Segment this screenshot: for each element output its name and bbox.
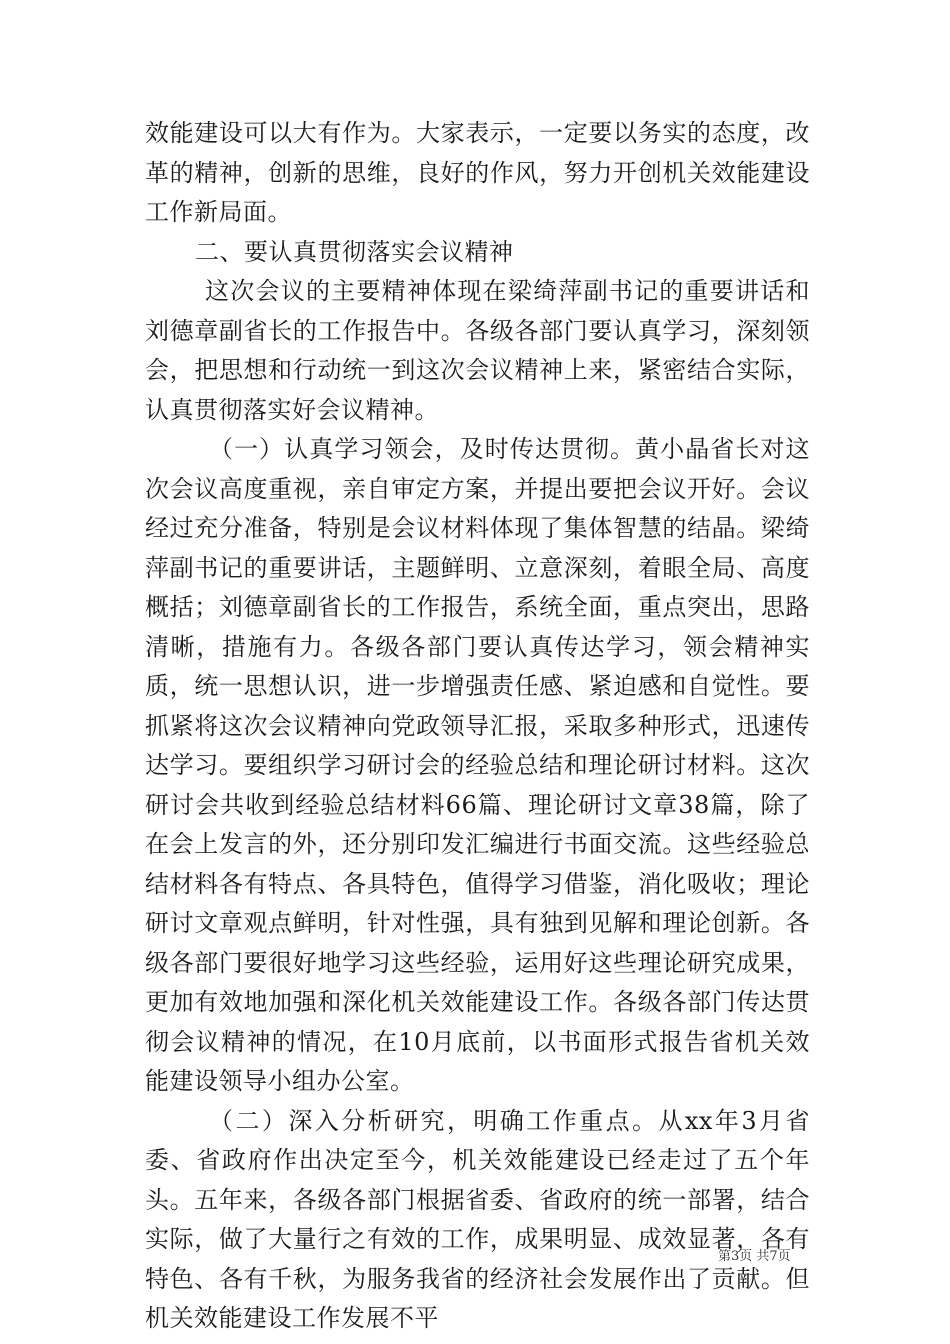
paragraph-continuation: 效能建设可以大有作为。大家表示，一定要以务实的态度，改革的精神，创新的思维，良好的作风，努力开创机关效能建设工作新局面。 (145, 119, 810, 226)
section-heading: 二、要认真贯彻落实会议精神 (195, 237, 514, 266)
page-number-footer: 第3页 共7页 (718, 1249, 791, 1264)
paragraph-item-1: （一）认真学习领会，及时传达贯彻。黄小晶省长对这次会议高度重视，亲自审定方案，并提出要把会议开好。会议经过充分准备，特别是会议材料体现了集体智慧的结晶。梁绮萍副书记的重要讲话，主题鲜明、立意深刻，着眼全局、高度概括；刘德章副省长的工作报告，系统全面，重点突出，思路清晰，措施有力。各级各部门要认真传达学习，领会精神实质，统一思想认识，进一步增强责任感、紧迫感和自觉性。要抓紧将这次会议精神向党政领导汇报，采取多种形式，迅速传达学习。要组织学习研讨会的经验总结和理论研讨材料。这次研讨会共收到经验总结材料66篇、理论研讨文章38篇，除了在会上发言的外，还分别印发汇编进行书面交流。这些经验总结材料各有特点、各具特色，值得学习借鉴，消化吸收；理论研讨文章观点鲜明，针对性强，具有独到见解和理论创新。各级各部门要很好地学习这些经验，运用好这些理论研究成果，更加有效地加强和深化机关效能建设工作。各级各部门传达贯彻会议精神的情况，在10月底前，以书面形式报告省机关效能建设领导小组办公室。 (145, 435, 810, 1095)
paragraph-intro: 这次会议的主要精神体现在梁绮萍副书记的重要讲话和刘德章副省长的工作报告中。各级各部门要认真学习，深刻领会，把思想和行动统一到这次会议精神上来，紧密结合实际，认真贯彻落实好会议精神。 (145, 277, 810, 424)
document-body (145, 114, 810, 1339)
paragraph-item-2: （二）深入分析研究，明确工作重点。从xx年3月省委、省政府作出决定至今，机关效能建设已经走过了五个年头。五年来，各级各部门根据省委、省政府的统一部署，结合实际，做了大量行之有效的工作，成果明显、成效显著，各有特色、各有千秋，为服务我省的经济社会发展作出了贡献。但机关效能建设工作发展不平 (145, 1106, 810, 1332)
